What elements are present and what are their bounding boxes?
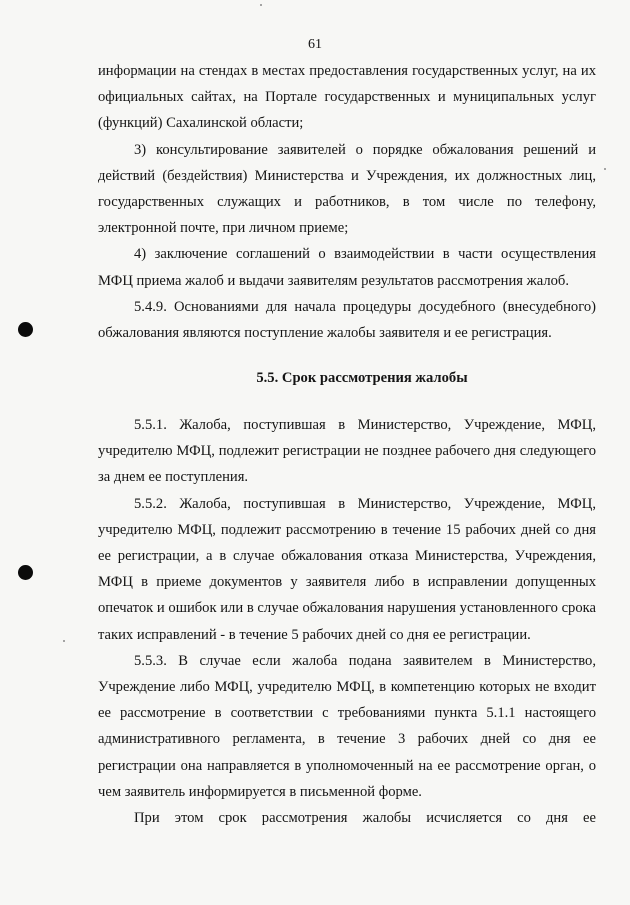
text-block-top <box>98 58 596 346</box>
section-heading: 5.5. Срок рассмотрения жалобы <box>256 370 468 386</box>
paragraph: 5.5.2. Жалоба, поступившая в Министерство, Учреждение, МФЦ, учредителю МФЦ, подлежит рассмотрению в течение 15 рабочих дней со дня ее регистрации, а в случае обжалования отказа Министерства, Учреждения, МФЦ в приеме документов у заявителя либо в исправлении допущенных опечаток и ошибок или в случае обжалования нарушения установленного срока таких исправлений - в течение 5 рабочих дней со дня ее регистрации. <box>98 495 596 643</box>
binder-hole-mark <box>18 322 33 337</box>
paragraph: 5.5.3. В случае если жалоба подана заявителем в Министерство, Учреждение либо МФЦ, учредителю МФЦ, в компетенцию которых не входит ее рассмотрение в соответствии с требованиями пункта 5.1.1 настоящего административного регламента, в течение 3 рабочих дней со дня ее регистрации она направляется в уполномоченный на ее рассмотрение орган, о чем заявитель информируется в письменной форме. <box>98 652 596 800</box>
paragraph: 3) консультирование заявителей о порядке обжалования решений и действий (бездействия) Министерства и Учреждения, их должностных лиц, государственных служащих и работников, в том числе по телефону, электронной почте, при личном приеме; <box>98 141 596 237</box>
scan-speck <box>63 640 65 642</box>
page-number: 61 <box>308 37 322 52</box>
paragraph: 4) заключение соглашений о взаимодействии в части осуществления МФЦ приема жалоб и выдачи заявителям результатов рассмотрения жалоб. <box>98 246 596 289</box>
paragraph: 5.5.1. Жалоба, поступившая в Министерство, Учреждение, МФЦ, учредителю МФЦ, подлежит регистрации не позднее рабочего дня следующего за днем ее поступления. <box>98 417 596 486</box>
paragraph-continued: При этом срок рассмотрения жалобы исчисляется со дня ее <box>134 810 596 827</box>
paragraph: 5.4.9. Основаниями для начала процедуры досудебного (внесудебного) обжалования являются поступление жалобы заявителя и ее регистрация. <box>98 298 596 342</box>
scan-speck <box>260 4 262 6</box>
binder-hole-mark <box>18 565 33 580</box>
scan-speck <box>604 168 606 170</box>
text-block-bottom <box>98 412 596 831</box>
paragraph: информации на стендах в местах предоставления государственных услуг, на их официальных сайтах, на Портале государственных и муниципальных услуг (функций) Сахалинской области; <box>98 63 596 132</box>
